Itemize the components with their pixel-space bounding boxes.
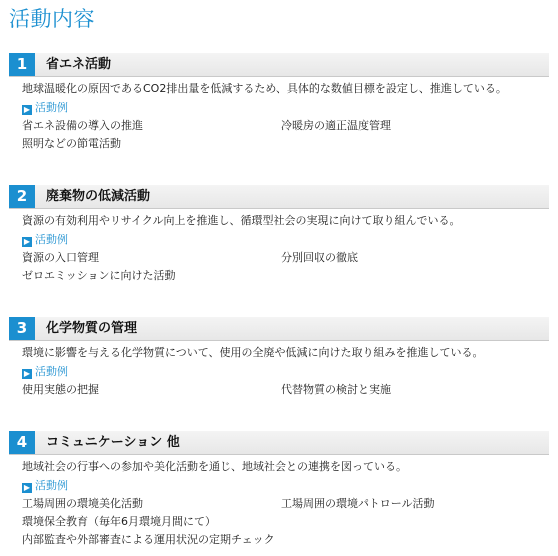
arrow-box-icon: ▶ xyxy=(23,237,31,246)
example-label xyxy=(22,478,68,494)
activity-item: 省エネ設備の導入の推進 xyxy=(22,119,143,132)
section-waste-reduction xyxy=(9,185,549,282)
section-description: 環境に影響を与える化学物質について、使用の全廃や低減に向けた取り組みを推進している。 xyxy=(22,346,484,359)
activity-item: 環境保全教育（毎年6月環境月間にて） xyxy=(22,515,216,528)
section-title: コミュニケーション 他 xyxy=(46,435,180,450)
section-energy-saving xyxy=(9,53,549,150)
example-label-text: 活動例 xyxy=(35,365,68,378)
section-title: 省エネ活動 xyxy=(46,57,112,72)
section-number: 1 xyxy=(9,53,35,76)
section-title: 化学物質の管理 xyxy=(46,321,138,336)
section-header xyxy=(9,53,549,77)
section-header xyxy=(9,317,549,341)
section-number: 2 xyxy=(9,185,35,208)
activity-item: 代替物質の検討と実施 xyxy=(281,383,391,396)
section-chemical-management xyxy=(9,317,549,396)
activity-item: ゼロエミッションに向けた活動 xyxy=(22,269,176,282)
activity-item: 工場周囲の環境美化活動 xyxy=(22,497,143,510)
section-number: 4 xyxy=(9,431,35,454)
example-label-text: 活動例 xyxy=(35,479,68,492)
arrow-box-icon: ▶ xyxy=(23,369,31,378)
activity-item: 内部監査や外部審査による運用状況の定期チェック xyxy=(22,533,275,546)
activity-item: 分別回収の徹底 xyxy=(281,251,358,264)
section-header xyxy=(9,431,549,455)
activity-item: 使用実態の把握 xyxy=(22,383,99,396)
page-title: 活動内容 xyxy=(9,7,95,31)
example-label-text: 活動例 xyxy=(35,101,68,114)
example-label xyxy=(22,232,68,248)
section-title: 廃棄物の低減活動 xyxy=(46,189,151,204)
arrow-box-icon: ▶ xyxy=(23,105,31,114)
section-header xyxy=(9,185,549,209)
activity-item: 資源の入口管理 xyxy=(22,251,99,264)
example-label xyxy=(22,364,68,380)
activity-item: 工場周囲の環境パトロール活動 xyxy=(281,497,435,510)
section-communication xyxy=(9,431,549,546)
section-description: 地域社会の行事への参加や美化活動を通じ、地域社会との連携を図っている。 xyxy=(22,460,407,473)
example-label-text: 活動例 xyxy=(35,233,68,246)
activity-item: 冷暖房の適正温度管理 xyxy=(281,119,391,132)
activity-item: 照明などの節電活動 xyxy=(22,137,121,150)
section-number: 3 xyxy=(9,317,35,340)
arrow-box-icon: ▶ xyxy=(23,483,31,492)
section-description: 資源の有効利用やリサイクル向上を推進し、循環型社会の実現に向けて取り組んでいる。 xyxy=(22,214,461,227)
section-description: 地球温暖化の原因であるCO2排出量を低減するため、具体的な数値目標を設定し、推進している。 xyxy=(22,82,507,95)
example-label xyxy=(22,100,68,116)
